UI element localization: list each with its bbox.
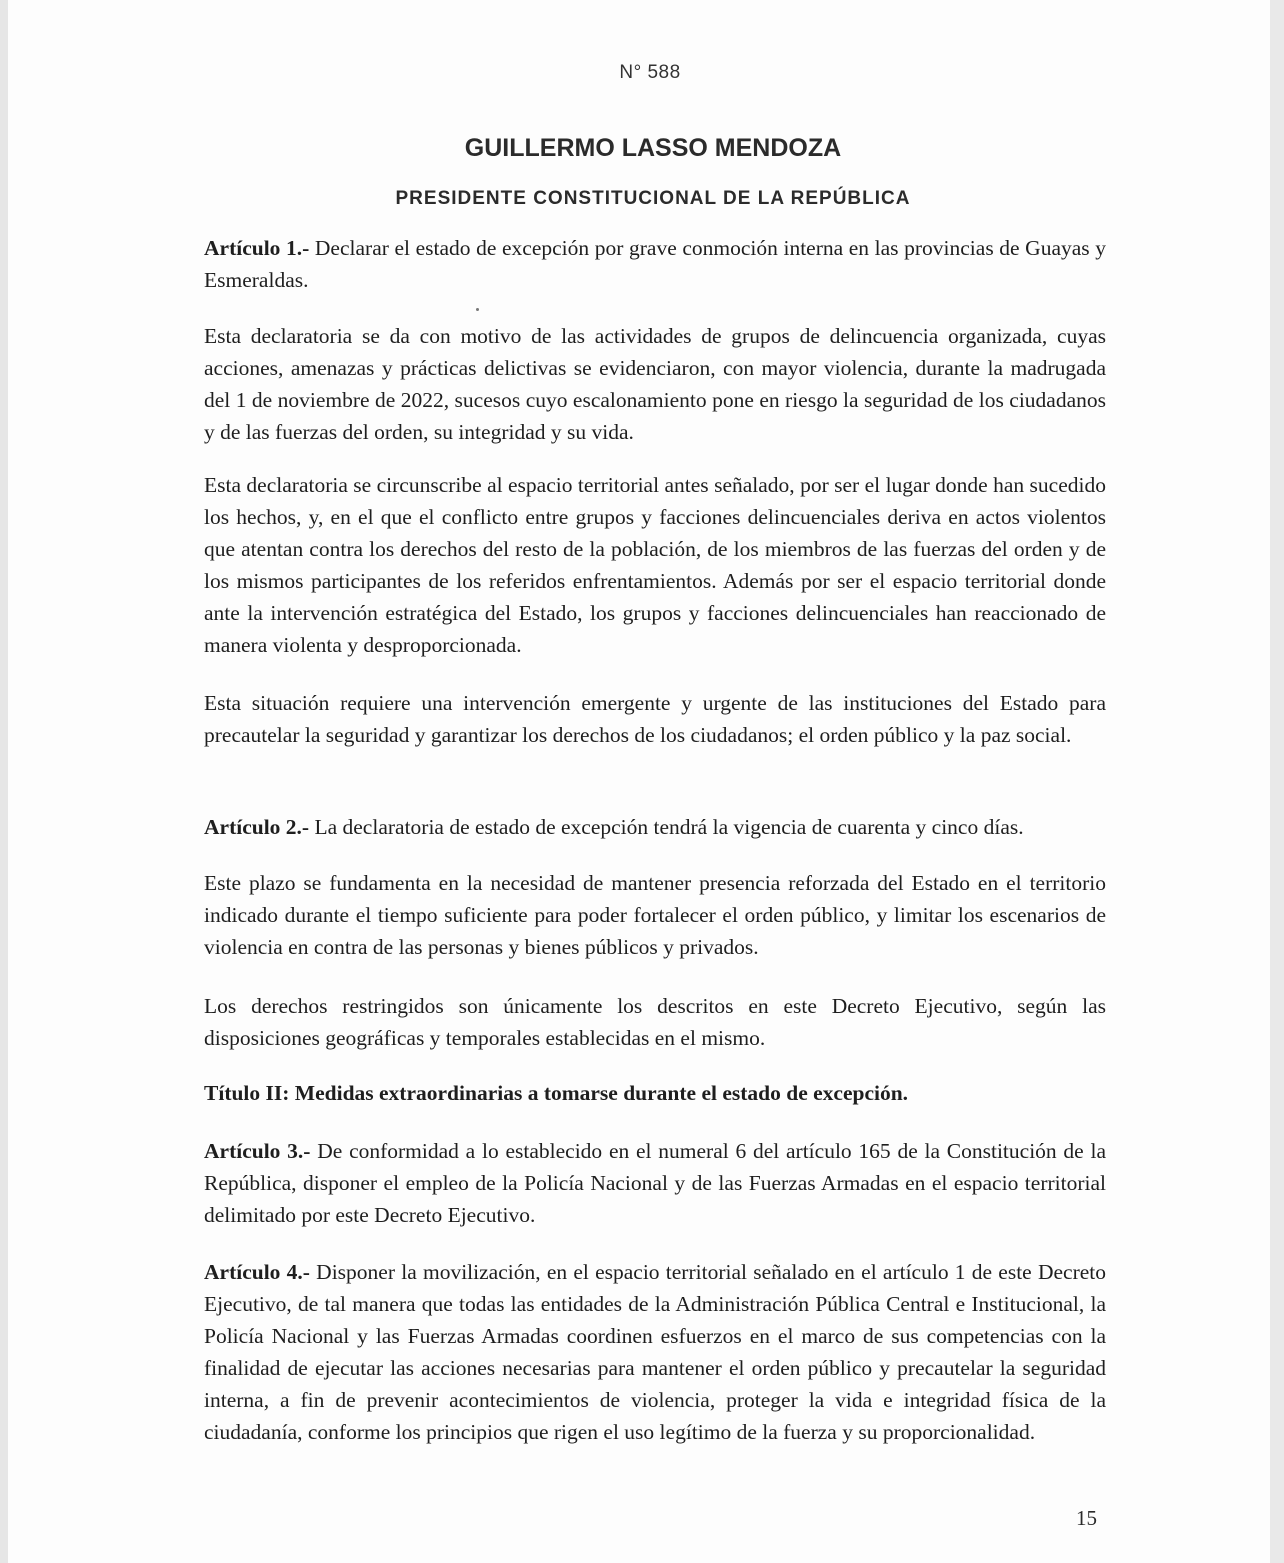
article-2-label: Artículo 2.- [204,815,310,839]
article-2-text: La declaratoria de estado de excepción tendrá la vigencia de cuarenta y cinco días. [309,815,1024,839]
article-4-text: Disponer la movilización, en el espacio territorial señalado en el artículo 1 de este Decreto Ejecutivo, de tal manera que todas las entidades de la Administración Pública Central e Institucional, la Policía Nacional y las Fuerzas Armadas coordinen esfuerzos en el marco de sus competencias con la finalidad de ejecutar las acciones necesarias para mantener el orden público y precautelar la seguridad interna, a fin de prevenir acontecimientos de violencia, proteger la vida e integridad física de la ciudadanía, conforme los principios que rigen el uso legítimo de la fuerza y su proporcionalidad. [204,1260,1106,1444]
article-2 [204,811,1106,843]
article-1 [204,232,1106,296]
article-1-text: Declarar el estado de excepción por grave conmoción interna en las provincias de Guayas y Esmeraldas. [204,236,1106,292]
president-title-heading: PRESIDENTE CONSTITUCIONAL DE LA REPÚBLICA [395,188,911,209]
article-1-paragraph-1: Esta declaratoria se da con motivo de las actividades de grupos de delincuencia organizada, cuyas acciones, amenazas y prácticas delictivas se evidenciaron, con mayor violencia, durante la madrugada del 1 de noviembre de 2022, sucesos cuyo escalonamiento pone en riesgo la seguridad de los ciudadanos y de las fuerzas del orden, su integridad y su vida. [204,324,1106,444]
scan-speck [476,308,479,311]
page-number: 15 [1076,1506,1097,1530]
article-4-label: Artículo 4.- [204,1260,310,1284]
article-3 [204,1135,1106,1231]
article-1-paragraph-2: Esta declaratoria se circunscribe al espacio territorial antes señalado, por ser el lugar donde han sucedido los hechos, y, en el que el conflicto entre grupos y facciones delincuenciales deriva en actos violentos que atentan contra los derechos del resto de la población, de los miembros de las fuerzas del orden y de los mismos participantes de los referidos enfrentamientos. Además por ser el espacio territorial donde ante la intervención estratégica del Estado, los grupos y facciones delincuenciales han reaccionado de manera violenta y desproporcionada. [204,473,1106,657]
article-4 [204,1256,1106,1448]
president-name-heading: GUILLERMO LASSO MENDOZA [464,134,842,162]
article-1-paragraph-3: Esta situación requiere una intervención emergente y urgente de las instituciones del Estado para precautelar la seguridad y garantizar los derechos de los ciudadanos; el orden público y la paz social. [204,691,1106,747]
article-3-label: Artículo 3.- [204,1139,311,1163]
article-2-paragraph-1: Este plazo se fundamenta en la necesidad de mantener presencia reforzada del Estado en el territorio indicado durante el tiempo suficiente para poder fortalecer el orden público, y limitar los escenarios de violencia en contra de las personas y bienes públicos y privados. [204,871,1106,959]
decree-number: N° 588 [619,62,681,83]
title-ii-heading: Título II: Medidas extraordinarias a tomarse durante el estado de excepción. [204,1081,909,1105]
article-1-label: Artículo 1.- [204,236,310,260]
article-2-paragraph-2: Los derechos restringidos son únicamente los descritos en este Decreto Ejecutivo, según las disposiciones geográficas y temporales establecidas en el mismo. [204,994,1106,1050]
article-3-text: De conformidad a lo establecido en el numeral 6 del artículo 165 de la Constitución de la República, disponer el empleo de la Policía Nacional y de las Fuerzas Armadas en el espacio territorial delimitado por este Decreto Ejecutivo. [204,1139,1106,1227]
